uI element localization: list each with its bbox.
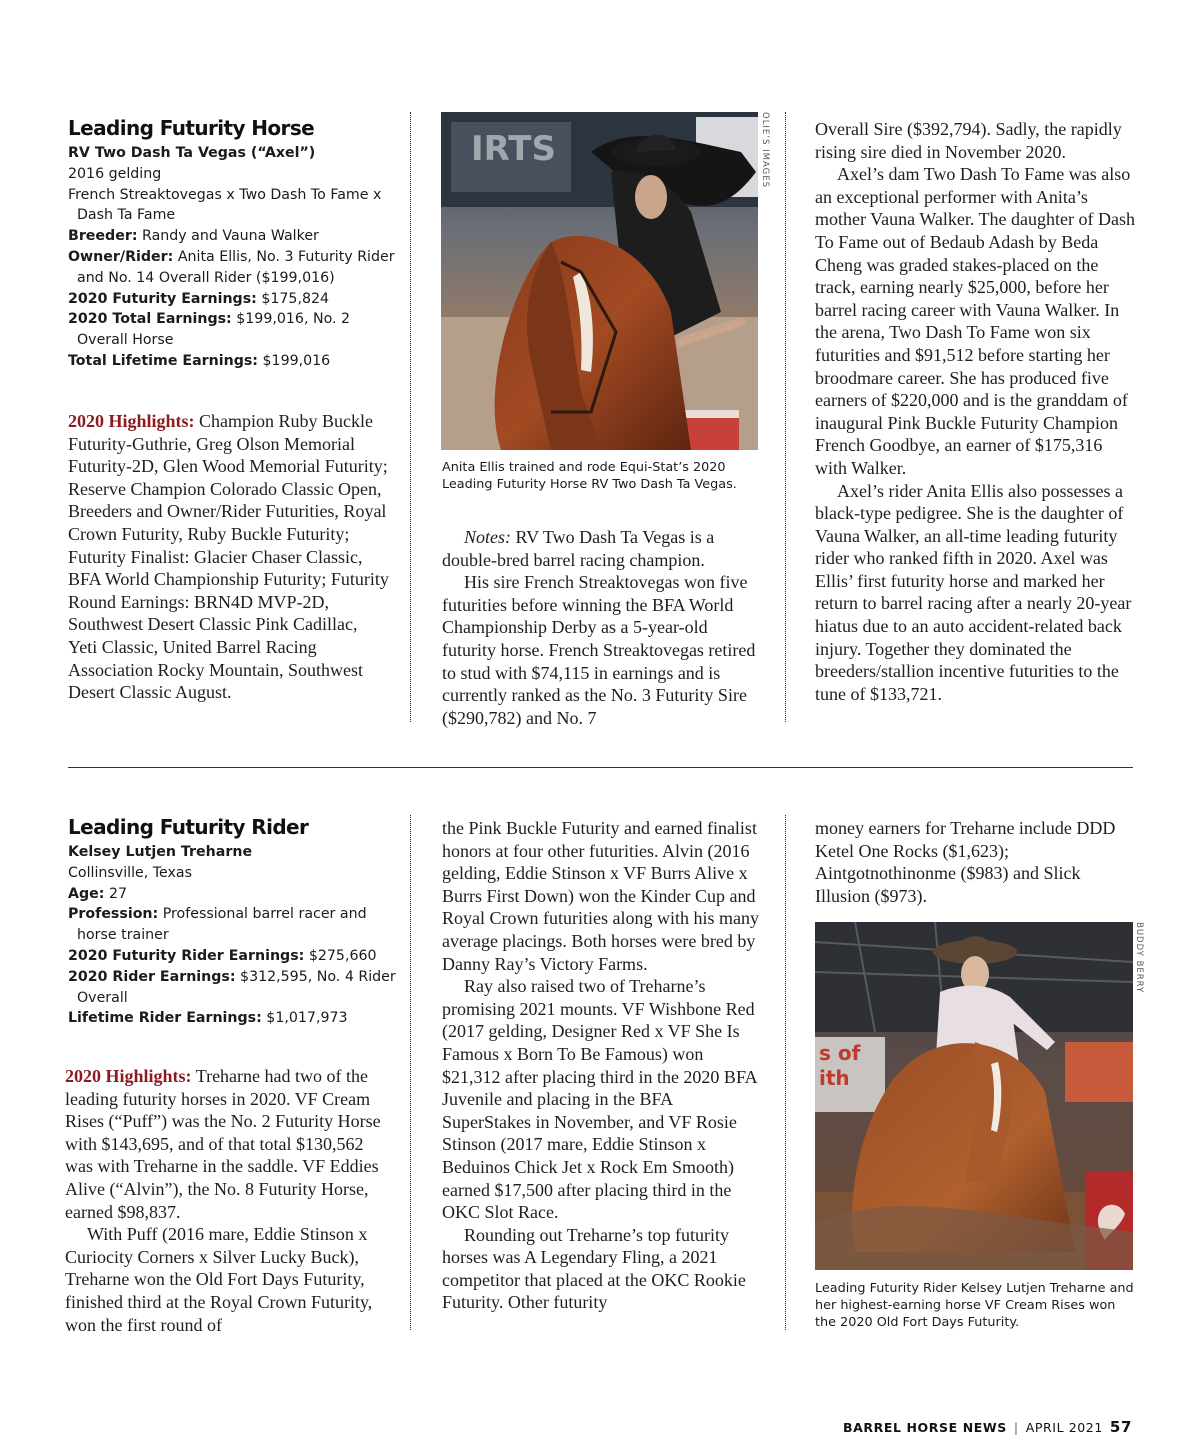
rider-profession: Profession: Professional barrel racer and horse trainer xyxy=(68,906,367,944)
horse-highlights-text: Champion Ruby Buckle Futurity-Guthrie, Greg Olson Memorial Futurity-2D, Glen Wood Memorial Futurity; Reserve Champion Colorado Classic Open, Breeders and Owner/Rider Futurities, Royal Crown Futurity, Ruby Buckle Futurity; Futurity Finalist: Glacier Chaser Classic, BFA World Championship Futurity; Futurity Round Earnings: BRN4D MVP-2D, Southwest Desert Classic Pink Cadillac, Yeti Classic, United Barrel Racing Association Rocky Mountain, Southwest Desert Classic August. xyxy=(68,411,389,703)
rider-col3 xyxy=(815,817,1135,907)
column-divider xyxy=(785,815,786,1330)
column-divider xyxy=(410,815,411,1330)
barrel-race-photo-image xyxy=(815,922,1133,1270)
rider-photo xyxy=(815,922,1133,1270)
horse-notes xyxy=(442,526,762,729)
horse-total-earnings: 2020 Total Earnings: $199,016, No. 2 Overall Horse xyxy=(68,311,351,349)
page-footer xyxy=(843,1418,1132,1436)
page-number: 57 xyxy=(1109,1418,1132,1436)
horse-facts xyxy=(68,116,398,372)
horse-notes-label: Notes: xyxy=(464,527,511,547)
barrel-race-photo-image xyxy=(441,112,758,450)
rider-name: Kelsey Lutjen Treharne xyxy=(68,844,253,860)
horse-col3-p2: Axel’s dam Two Dash To Fame was also an exceptional performer with Anita’s mother Vauna Walker. The daughter of Dash To Fame out of Bedaub Adash by Beda Cheng was graded stakes-placed on the track, earning nearly $25,000, before her barrel racing career with Vauna Walker. In the arena, Two Dash To Fame won six futurities and $91,512 before starting her broodmare career. She has produced five earners of $220,000 and is the granddam of inaugural Pink Buckle Futurity Champion French Goodbye, an earner of $175,316 with Walker. xyxy=(815,164,1135,478)
horse-col3 xyxy=(815,118,1135,705)
horse-pedigree: French Streaktovegas x Two Dash To Fame x Dash Ta Fame xyxy=(68,186,382,224)
horse-col3-p1: Overall Sire ($392,794). Sadly, the rapidly rising sire died in November 2020. xyxy=(815,119,1122,162)
horse-photo xyxy=(441,112,758,450)
rider-col2-p2: Ray also raised two of Treharne’s promising 2021 mounts. VF Wishbone Red (2017 gelding, Designer Red x VF She Is Famous x Born To Be Famous) won $21,312 after placing third in the 2020 BFA Juvenile and placing in the BFA SuperStakes in November, and VF Rosie Stinson (2017 mare, Eddie Stinson x Beduinos Chick Jet x Rock Em Smooth) earned $17,500 after placing third in the OKC Slot Race. xyxy=(442,976,757,1223)
arena-sign-text: s of xyxy=(819,1041,861,1065)
rider-highlights-label: 2020 Highlights: xyxy=(65,1066,192,1086)
footer-separator: | xyxy=(1013,1419,1019,1435)
horse-desc: 2016 gelding xyxy=(68,165,162,182)
issue-date: APRIL 2021 xyxy=(1025,1419,1103,1435)
rider-section-title: Leading Futurity Rider xyxy=(68,815,309,839)
rider-col2-p1: the Pink Buckle Futurity and earned finalist honors at four other futurities. Alvin (2016 gelding, Eddie Stinson x VF Burrs Alive x Burrs First Down) won the Kinder Cup and Royal Crown futurities along with his many average placings. Both horses were bred by Danny Ray’s Victory Farms. xyxy=(442,818,759,974)
horse-highlights-label: 2020 Highlights: xyxy=(68,411,195,431)
horse-lifetime-earnings: Total Lifetime Earnings: $199,016 xyxy=(68,352,331,369)
rider-futurity-earnings: 2020 Futurity Rider Earnings: $275,660 xyxy=(68,947,377,964)
rider-col3-p1: money earners for Treharne include DDD Ketel One Rocks ($1,623); Aintgotnothinonme ($983) and Slick Illusion ($973). xyxy=(815,818,1116,906)
rider-col2 xyxy=(442,817,764,1314)
horse-section-title: Leading Futurity Horse xyxy=(68,116,315,140)
rider-earnings: 2020 Rider Earnings: $312,595, No. 4 Rider Overall xyxy=(68,968,396,1006)
section-divider xyxy=(68,767,1133,768)
rider-col1-p2: With Puff (2016 mare, Eddie Stinson x Curiocity Corners x Silver Lucky Buck), Treharne won the Old Fort Days Futurity, finished third at the Royal Crown Futurity, won the first round of xyxy=(65,1224,373,1335)
horse-col3-p3: Axel’s rider Anita Ellis also possesses a black-type pedigree. She is the daughter of Vauna Walker, an all-time leading futurity rider who ranked fifth in 2020. Axel was Ellis’ first futurity horse and marked her return to barrel racing after a nearly 20-year hiatus due to an auto accident-related back injury. Together they dominated the breeders/stallion incentive futurities to the tune of $133,721. xyxy=(815,480,1132,704)
horse-name: RV Two Dash Ta Vegas (“Axel”) xyxy=(68,145,316,161)
rider-col2-p3: Rounding out Treharne’s top futurity horses was A Legendary Fling, a 2021 competitor that placed at the OKC Rookie Futurity. Other futurity xyxy=(442,1224,746,1313)
horse-photo-credit: OLIE’S IMAGES xyxy=(760,112,770,188)
horse-notes-p2: His sire French Streaktovegas won five futurities before winning the BFA World Championship Derby as a 5-year-old futurity horse. French Streaktovegas retired to stud with $74,115 in earnings and is currently ranked as the No. 3 Futurity Sire ($290,782) and No. 7 xyxy=(442,572,756,728)
rider-photo-caption: Leading Futurity Rider Kelsey Lutjen Treharne and her highest-earning horse VF Cream Rises won the 2020 Old Fort Days Futurity. xyxy=(815,1281,1134,1330)
horse-futurity-earnings: 2020 Futurity Earnings: $175,824 xyxy=(68,290,330,307)
horse-photo-caption: Anita Ellis trained and rode Equi-Stat’s 2020 Leading Futurity Horse RV Two Dash Ta Vegas. xyxy=(442,460,737,492)
horse-notes-p1: RV Two Dash Ta Vegas is a double-bred barrel racing champion. xyxy=(442,527,715,570)
column-divider xyxy=(410,112,411,722)
rider-hometown: Collinsville, Texas xyxy=(68,864,192,881)
rider-photo-credit: BUDDY BERRY xyxy=(1134,922,1144,994)
rider-lifetime-earnings: Lifetime Rider Earnings: $1,017,973 xyxy=(68,1010,348,1027)
publication-name: BARREL HORSE NEWS xyxy=(842,1419,1007,1435)
rider-age: Age: 27 xyxy=(68,885,128,902)
arena-sign-text: ith xyxy=(819,1066,850,1090)
horse-breeder: Breeder: Randy and Vauna Walker xyxy=(68,228,319,245)
rider-highlights xyxy=(65,1065,387,1336)
column-divider xyxy=(785,112,786,722)
rider-facts xyxy=(68,815,398,1029)
horse-owner: Owner/Rider: Anita Ellis, No. 3 Futurity Rider and No. 14 Overall Rider ($199,016) xyxy=(68,248,395,286)
rider-highlights-text: Treharne had two of the leading futurity horses in 2020. VF Cream Rises (“Puff”) was the No. 2 Futurity Horse with $143,695, and of that total $130,562 was with Treharne in the saddle. VF Eddies Alive (“Alvin”), the No. 8 Futurity Horse, earned $98,837. xyxy=(65,1066,381,1222)
svg-text:IRTS: IRTS xyxy=(471,129,556,169)
horse-highlights xyxy=(68,410,390,704)
